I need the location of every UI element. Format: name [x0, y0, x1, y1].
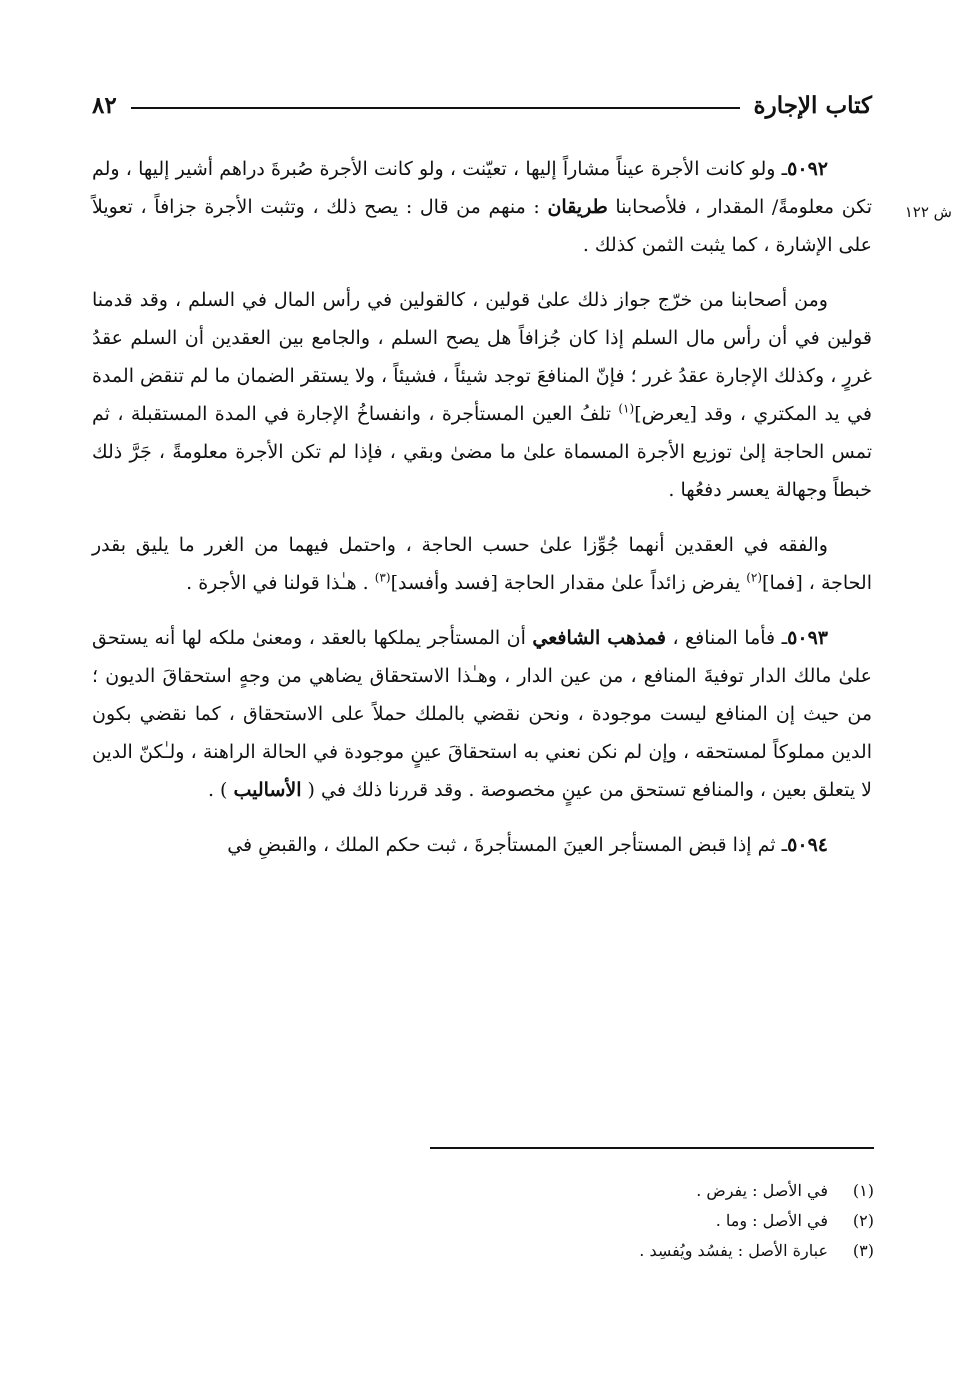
paragraph-text: : منهم من قال : يصح ذلك ، وتثبت الأجرة جزافاً ، تعويلاً على الإشارة ، كما يثبت الثمن كذلك . — [92, 196, 872, 256]
paragraph-text: تلفُ العين المستأجرة ، وانفساخُ الإجارة في المدة المستقبلة ، ثم تمس الحاجة إلىٰ توزيع الأجرة المسماة علىٰ ما مضىٰ وبقي ، فإذا لم تكن الأجرة معلومةً ، جَرَّ ذلك خبطاً وجهالة يعسر دفعُها . — [92, 403, 872, 501]
margin-note: ش ١٢٢ — [904, 203, 952, 221]
paragraph-text: . هـٰذا قولنا في الأجرة . — [186, 572, 375, 594]
footnote-number: (٢) — [852, 1211, 874, 1230]
footnote-rule — [430, 1147, 874, 1149]
paragraph-5094 — [92, 826, 872, 864]
paragraph-number: ٥٠٩٢ — [787, 158, 828, 180]
bold-term: الأساليب — [233, 779, 302, 801]
paragraph-text: ـ ثم إذا قبض المستأجر العينَ المستأجرةَ ، ثبت حكم الملك ، والقبضِ في — [227, 834, 788, 856]
paragraph-text: ) . — [207, 779, 234, 801]
footnote-text: في الأصل : يفرض . — [696, 1181, 828, 1200]
paragraph-5093 — [92, 619, 872, 809]
paragraph-number: ٥٠٩٣ — [787, 627, 828, 649]
footnote-ref-3: (٣) — [374, 570, 391, 585]
page-header — [92, 88, 872, 122]
book-title: كتاب الإجارة — [753, 91, 872, 119]
footnote — [420, 1236, 874, 1266]
footnote-text: في الأصل : وما . — [715, 1211, 828, 1230]
body-text — [92, 150, 872, 881]
paragraph-text: أن المستأجر يملكها بالعقد ، ومعنىٰ ملكه لها أنه يستحق علىٰ مالك الدار توفيةَ المنافع ، من عين الدار ، وهـٰذا الاستحقاق يضاهي من وجهٍ استحقاقَ الديون ؛ من حيث إن المنافع ليست موجودة ، ونحن نقضي بالملك حملاً على الاستحقاق ، كما نقضي بكون الدين مملوكاً لمستحقه ، وإن لم نكن نعني به استحقاقَ عينٍ موجودة في الحالة الراهنة ، ولـٰكنّ الدين لا يتعلق بعين ، والمنافع تستحق من عينٍ مخصوصة . وقد قررنا ذلك في ( — [92, 627, 872, 801]
paragraph-text: يفرض زائداً علىٰ مقدار الحاجة [فسد وأفسد] — [390, 572, 747, 594]
footnote-ref-2: (٢) — [746, 570, 763, 585]
footnote-ref-1: (١) — [618, 401, 635, 416]
footnote-number: (٣) — [852, 1241, 874, 1260]
paragraph-2 — [92, 281, 872, 509]
footnote-text: عبارة الأصل : يفسُد ويُفسِد . — [639, 1241, 828, 1260]
bold-term: فمذهب الشافعي — [532, 627, 667, 649]
paragraph-text: والفقه في العقدين أنهما جُوِّزا علىٰ حسب الحاجة ، واحتمل فيهما من الغرر ما يليق بقدر الحاجة ، [فما] — [92, 534, 872, 594]
paragraph-text: ومن أصحابنا من خرّج جواز ذلك علىٰ قولين ، كالقولين في رأس المال في السلم ، وقد قدمنا قولين في أن رأس مال السلم إذا كان جُزافاً هل يصح السلم ، والجامع بين العقدين أن السلم عقدُ غررٍ ، وكذلك الإجارة عقدُ غرر ؛ فإنّ المنافعَ توجد شيئاً ، فشيئاً ، ولا يستقر الضمان ما لم تنقض المدة في يد المكتري ، وقد [يعرض] — [92, 289, 872, 425]
footnote — [420, 1176, 874, 1206]
bold-term: طريقان — [547, 196, 608, 218]
footnote — [420, 1206, 874, 1236]
paragraph-text: ـ ولو كانت الأجرة عيناً مشاراً إليها ، تعيّنت ، ولو كانت الأجرة صُبرةَ دراهم أشير إليها ، ولم تكن معلومةً/ المقدار ، فلأصحابنا — [92, 158, 872, 218]
paragraph-3 — [92, 526, 872, 602]
header-rule — [131, 107, 740, 109]
paragraph-number: ٥٠٩٤ — [787, 834, 828, 856]
page-number: ٨٢ — [92, 91, 117, 119]
paragraph-5092 — [92, 150, 872, 264]
footnotes — [420, 1176, 874, 1266]
footnote-number: (١) — [852, 1181, 874, 1200]
paragraph-text: ـ فأما المنافع ، — [666, 627, 788, 649]
